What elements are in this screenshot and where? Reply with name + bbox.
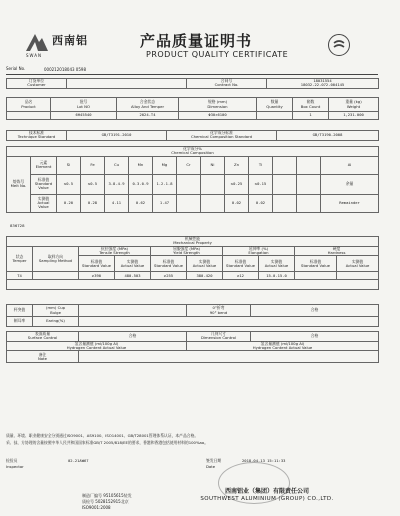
standard-cell: ≤0.25: [225, 174, 249, 194]
tensile-std: ≥390: [79, 272, 115, 280]
certificate-title-en: PRODUCT QUALITY CERTIFICATE: [146, 50, 289, 59]
brand-sub: SWAN: [26, 53, 43, 58]
actual-cell: 0.02: [225, 194, 249, 212]
empty-row: [7, 280, 379, 290]
elongation-act: 15.0-15.0: [259, 272, 295, 280]
bulge-unit: (mm) Cup Bulge: [33, 305, 79, 317]
customer-value: [67, 79, 187, 89]
bulge-value: [79, 305, 187, 317]
serial-value: 000212018043 0598: [44, 67, 86, 72]
actual-cell: [273, 194, 297, 212]
element-cell: Mn: [129, 156, 153, 174]
std-header: 标准值 Standard Value: [79, 256, 115, 272]
tensile-label: 抗拉强度 (MPa) Tensile Strength: [79, 246, 151, 256]
standard-label: 标准值 Standard Value: [31, 174, 57, 194]
act-header: 实测值 Actual Value: [259, 256, 295, 272]
standard-cell: [201, 174, 225, 194]
inspector-label: 检验员 Inspector: [6, 458, 24, 469]
act-header: 实测值 Actual Value: [115, 256, 151, 272]
element-cell: Ti: [249, 156, 273, 174]
earing-label: 制耳率: [7, 317, 33, 327]
melt-number: 836728: [10, 223, 25, 228]
standard-cell: 0.3-0.9: [129, 174, 153, 194]
standard-cell: 1.2-1.8: [153, 174, 177, 194]
actual-cell: [177, 194, 201, 212]
divider: [6, 74, 378, 75]
company-name-en: SOUTHWEST ALUMINIUM (GROUP) CO.,LTD.: [200, 496, 334, 502]
hardness-label: 硬度 Hardness: [295, 246, 379, 256]
certificate-title-cn: 产品质量证明书: [140, 32, 253, 50]
product-table: [6, 97, 379, 120]
element-cell: [273, 156, 297, 174]
bulge-table: [6, 304, 379, 327]
element-cell: Ni: [201, 156, 225, 174]
tech-standard-label: 技术标准 Technique Standard: [7, 131, 67, 141]
factory-info: 制造厂编号 95105615装发 质检号 5028152915北京 ISO9001:2008: [82, 493, 132, 510]
standards-table: [6, 130, 379, 141]
date-value: 2018-04-13 15:11:33: [242, 458, 286, 463]
notes: [6, 432, 378, 446]
actual-label: 实测值 Actual Value: [31, 194, 57, 212]
note-line: 质量、环境、职业健康安全分别通过ISO9001、AS9100、ISO14001、GB/T28001管理体系认证，本产品合格。: [6, 433, 199, 438]
standard-cell: [273, 174, 297, 194]
element-cell: Cu: [105, 156, 129, 174]
brand-logo-icon: [26, 32, 48, 52]
alloy-value: 2024-T4: [117, 112, 179, 120]
customer-label: 订货单位 Customer: [7, 79, 67, 89]
chem-standard-label: 化学成分标准 Chemical Composition Standard: [167, 131, 277, 141]
element-cell: Fe: [81, 156, 105, 174]
chemical-title: 化学成分% Chemical Composition: [7, 147, 379, 157]
lot-label: 批号 Lot NO: [51, 98, 117, 112]
inspector-value: 02-21AW67: [68, 458, 89, 463]
actual-cell: 4.11: [105, 194, 129, 212]
element-cell: Zn: [225, 156, 249, 174]
std-header: 标准值 Standard Value: [295, 256, 337, 272]
element-cell: Cr: [177, 156, 201, 174]
element-label: 元素 Element: [31, 156, 57, 174]
hardness-std: [295, 272, 337, 280]
dimension-value: Φ30×6100: [179, 112, 257, 120]
bend-label: 0°折弯 90° bend: [187, 305, 251, 317]
mechanical-table: [6, 236, 379, 290]
actual-cell: 0.28: [81, 194, 105, 212]
box-value: 1: [293, 112, 329, 120]
earing-value: [79, 317, 379, 327]
element-cell: Mg: [153, 156, 177, 174]
quantity-value: [257, 112, 293, 120]
certification-mark-icon: [328, 34, 350, 56]
dimension-control-value: 合格: [251, 332, 379, 342]
std-header: 标准值 Standard Value: [223, 256, 259, 272]
method-value: [33, 272, 79, 280]
yield-std: ≥255: [151, 272, 187, 280]
temper-label: 状态 Temper: [7, 246, 33, 272]
element-cell: Al: [321, 156, 379, 174]
order-table: [6, 78, 379, 89]
note-line: 采、技、方协理的含量按照中华人民共和国国家标准GB/T 2005/818/EE的要求，香港和香港包括使用材料的100%ao。: [6, 440, 208, 445]
product-label: 品名 Product: [7, 98, 51, 112]
serial-label: Serial No.: [6, 66, 26, 71]
chemical-table: [6, 146, 379, 213]
elongation-std: ≥12: [223, 272, 259, 280]
standard-cell: ≤0.5: [81, 174, 105, 194]
chem-standard-value: GB/T3190-2008: [277, 131, 379, 141]
brand-name: 西南铝: [52, 34, 88, 47]
standard-cell: [297, 174, 321, 194]
actual-cell: 0.62: [129, 194, 153, 212]
actual-cell: [201, 194, 225, 212]
act-header: 实测值 Actual Value: [187, 256, 223, 272]
standard-cell: [177, 174, 201, 194]
product-value: [7, 112, 51, 120]
method-label: 取样方向 Sampling Method: [33, 246, 79, 272]
elongation-label: 延伸率 (%) Elongation: [223, 246, 295, 256]
box-label: 箱数 Box Count: [293, 98, 329, 112]
element-cell: Si: [57, 156, 81, 174]
tech-standard-value: GB/T3191-2010: [67, 131, 167, 141]
bend-value: 合格: [251, 305, 379, 317]
hydrogen-b-label: 氢含量测值 (ml/100g Al) Hydrogen Content Actual Value: [187, 341, 379, 351]
standard-cell: 余量: [321, 174, 379, 194]
earing-en: Earing(%): [33, 317, 79, 327]
company-name-cn: 西南铝业（集团）有限责任公司: [224, 488, 309, 495]
standard-cell: 3.8-4.9: [105, 174, 129, 194]
dimension-label: 规格 (mm) Dimension: [179, 98, 257, 112]
melt-label: 熔炼号 Melt No.: [7, 156, 31, 212]
dimension-control-label: 几何尺寸 Dimension Control: [187, 332, 251, 342]
bulge-label: 杯突值: [7, 305, 33, 317]
yield-label: 屈服强度 (MPa) Yield Strength: [151, 246, 223, 256]
date-label: 签发日期 Date: [206, 458, 222, 469]
hydrogen-a-label: 氢含量测值 (ml/100g Al) Hydrogen Content Actual Value: [7, 341, 187, 351]
element-cell: [297, 156, 321, 174]
weight-value: 1,231.000: [329, 112, 379, 120]
std-header: 标准值 Standard Value: [151, 256, 187, 272]
surface-table: [6, 331, 379, 363]
tensile-act: 480-503: [115, 272, 151, 280]
actual-cell: Remainder: [321, 194, 379, 212]
note-value: [79, 351, 379, 363]
surface-value: 合格: [79, 332, 187, 342]
contract-label: 合同号 Contract No.: [187, 79, 267, 89]
quantity-label: 数量 Quantity: [257, 98, 293, 112]
act-header: 实测值 Actual Value: [337, 256, 379, 272]
actual-cell: 0.20: [57, 194, 81, 212]
mechanical-title: 机械性能 Mechanical Property: [7, 237, 379, 247]
actual-cell: 0.02: [249, 194, 273, 212]
yield-act: 380-420: [187, 272, 223, 280]
temper-value: T4: [7, 272, 33, 280]
alloy-label: 合金状态 Alloy And Temper: [117, 98, 179, 112]
contract-value: 18031554 18032-22-072-004145: [267, 79, 379, 89]
surface-label: 表面质量 Surface Control: [7, 332, 79, 342]
note-label: 备注 Note: [7, 351, 79, 363]
actual-cell: 1.47: [153, 194, 177, 212]
actual-cell: [297, 194, 321, 212]
hardness-act: [337, 272, 379, 280]
standard-cell: ≤0.5: [57, 174, 81, 194]
lot-value: 6H45540: [51, 112, 117, 120]
weight-label: 重量 (kg) Weight: [329, 98, 379, 112]
standard-cell: ≤0.15: [249, 174, 273, 194]
